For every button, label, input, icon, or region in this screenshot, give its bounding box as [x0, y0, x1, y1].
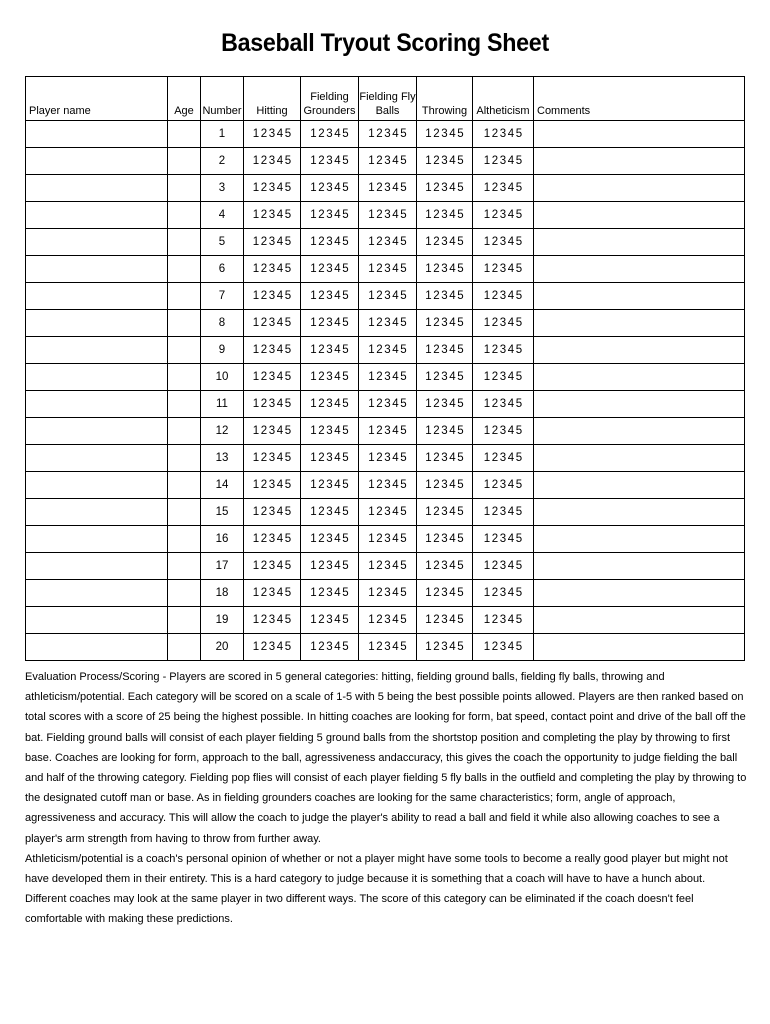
altheticism-score-cell: 12345 — [473, 418, 534, 445]
tryout-scoring-table — [25, 76, 745, 661]
fielding-fly-balls-score-cell: 12345 — [359, 337, 417, 364]
fielding-fly-balls-score-cell: 12345 — [359, 202, 417, 229]
age-cell[interactable] — [168, 553, 201, 580]
age-cell[interactable] — [168, 148, 201, 175]
page-title: Baseball Tryout Scoring Sheet — [221, 29, 549, 57]
fielding-fly-balls-score-cell: 12345 — [359, 526, 417, 553]
throwing-score-cell: 12345 — [417, 202, 473, 229]
number-cell: 10 — [201, 364, 244, 391]
comments-cell[interactable] — [534, 607, 745, 634]
fielding-grounders-score-cell: 12345 — [301, 553, 359, 580]
age-cell[interactable] — [168, 607, 201, 634]
altheticism-score-cell: 12345 — [473, 364, 534, 391]
number-cell: 11 — [201, 391, 244, 418]
altheticism-score-cell: 12345 — [473, 580, 534, 607]
comments-cell[interactable] — [534, 580, 745, 607]
column-header-throwing: Throwing — [417, 77, 473, 121]
player-name-cell[interactable] — [26, 526, 168, 553]
comments-cell[interactable] — [534, 445, 745, 472]
fielding-fly-balls-score-cell: 12345 — [359, 121, 417, 148]
throwing-score-cell: 12345 — [417, 553, 473, 580]
throwing-score-cell: 12345 — [417, 283, 473, 310]
hitting-score-cell: 12345 — [244, 364, 301, 391]
hitting-score-cell: 12345 — [244, 121, 301, 148]
fielding-grounders-score-cell: 12345 — [301, 148, 359, 175]
player-name-cell[interactable] — [26, 634, 168, 661]
altheticism-score-cell: 12345 — [473, 256, 534, 283]
player-name-cell[interactable] — [26, 148, 168, 175]
throwing-score-cell: 12345 — [417, 229, 473, 256]
number-cell: 9 — [201, 337, 244, 364]
altheticism-score-cell: 12345 — [473, 337, 534, 364]
number-cell: 3 — [201, 175, 244, 202]
throwing-score-cell: 12345 — [417, 337, 473, 364]
fielding-fly-balls-score-cell: 12345 — [359, 499, 417, 526]
throwing-score-cell: 12345 — [417, 445, 473, 472]
fielding-grounders-score-cell: 12345 — [301, 391, 359, 418]
altheticism-score-cell: 12345 — [473, 499, 534, 526]
fielding-fly-balls-score-cell: 12345 — [359, 283, 417, 310]
hitting-score-cell: 12345 — [244, 202, 301, 229]
fielding-grounders-score-cell: 12345 — [301, 499, 359, 526]
number-cell: 14 — [201, 472, 244, 499]
comments-cell[interactable] — [534, 472, 745, 499]
fielding-fly-balls-score-cell: 12345 — [359, 148, 417, 175]
throwing-score-cell: 12345 — [417, 634, 473, 661]
throwing-score-cell: 12345 — [417, 526, 473, 553]
fielding-fly-balls-score-cell: 12345 — [359, 445, 417, 472]
hitting-score-cell: 12345 — [244, 580, 301, 607]
throwing-score-cell: 12345 — [417, 418, 473, 445]
fielding-grounders-score-cell: 12345 — [301, 337, 359, 364]
age-cell[interactable] — [168, 499, 201, 526]
table-row — [26, 580, 745, 607]
player-name-cell[interactable] — [26, 283, 168, 310]
table-row — [26, 121, 745, 148]
number-cell: 17 — [201, 553, 244, 580]
number-cell: 12 — [201, 418, 244, 445]
comments-cell[interactable] — [534, 337, 745, 364]
hitting-score-cell: 12345 — [244, 634, 301, 661]
age-cell[interactable] — [168, 202, 201, 229]
player-name-cell[interactable] — [26, 553, 168, 580]
altheticism-score-cell: 12345 — [473, 283, 534, 310]
hitting-score-cell: 12345 — [244, 148, 301, 175]
hitting-score-cell: 12345 — [244, 499, 301, 526]
hitting-score-cell: 12345 — [244, 445, 301, 472]
age-cell[interactable] — [168, 283, 201, 310]
evaluation-notes — [25, 667, 747, 930]
fielding-fly-balls-score-cell: 12345 — [359, 364, 417, 391]
throwing-score-cell: 12345 — [417, 391, 473, 418]
fielding-grounders-score-cell: 12345 — [301, 229, 359, 256]
hitting-score-cell: 12345 — [244, 418, 301, 445]
fielding-fly-balls-score-cell: 12345 — [359, 580, 417, 607]
player-name-cell[interactable] — [26, 121, 168, 148]
age-cell[interactable] — [168, 256, 201, 283]
table-row — [26, 445, 745, 472]
table-row — [26, 553, 745, 580]
table-row — [26, 634, 745, 661]
throwing-score-cell: 12345 — [417, 310, 473, 337]
comments-cell[interactable] — [534, 175, 745, 202]
number-cell: 18 — [201, 580, 244, 607]
fielding-grounders-score-cell: 12345 — [301, 256, 359, 283]
comments-cell[interactable] — [534, 634, 745, 661]
table-row — [26, 283, 745, 310]
altheticism-score-cell: 12345 — [473, 607, 534, 634]
fielding-grounders-score-cell: 12345 — [301, 283, 359, 310]
altheticism-score-cell: 12345 — [473, 121, 534, 148]
altheticism-score-cell: 12345 — [473, 202, 534, 229]
number-cell: 20 — [201, 634, 244, 661]
age-cell[interactable] — [168, 175, 201, 202]
age-cell[interactable] — [168, 445, 201, 472]
column-header-fielding-grounders: Fielding Grounders — [301, 77, 359, 121]
hitting-score-cell: 12345 — [244, 229, 301, 256]
age-cell[interactable] — [168, 121, 201, 148]
age-cell[interactable] — [168, 229, 201, 256]
table-row — [26, 256, 745, 283]
player-name-cell[interactable] — [26, 472, 168, 499]
hitting-score-cell: 12345 — [244, 310, 301, 337]
number-cell: 7 — [201, 283, 244, 310]
throwing-score-cell: 12345 — [417, 499, 473, 526]
table-row — [26, 607, 745, 634]
comments-cell[interactable] — [534, 121, 745, 148]
fielding-grounders-score-cell: 12345 — [301, 472, 359, 499]
player-name-cell[interactable] — [26, 445, 168, 472]
age-cell[interactable] — [168, 526, 201, 553]
fielding-grounders-score-cell: 12345 — [301, 418, 359, 445]
number-cell: 13 — [201, 445, 244, 472]
column-header-age: Age — [168, 77, 201, 121]
comments-cell[interactable] — [534, 499, 745, 526]
comments-cell[interactable] — [534, 553, 745, 580]
number-cell: 15 — [201, 499, 244, 526]
age-cell[interactable] — [168, 472, 201, 499]
hitting-score-cell: 12345 — [244, 553, 301, 580]
number-cell: 4 — [201, 202, 244, 229]
column-header-hitting: Hitting — [244, 77, 301, 121]
fielding-fly-balls-score-cell: 12345 — [359, 256, 417, 283]
throwing-score-cell: 12345 — [417, 607, 473, 634]
altheticism-score-cell: 12345 — [473, 229, 534, 256]
player-name-cell[interactable] — [26, 499, 168, 526]
number-cell: 16 — [201, 526, 244, 553]
table-row — [26, 148, 745, 175]
table-row — [26, 418, 745, 445]
altheticism-score-cell: 12345 — [473, 553, 534, 580]
comments-cell[interactable] — [534, 418, 745, 445]
number-cell: 5 — [201, 229, 244, 256]
age-cell[interactable] — [168, 391, 201, 418]
altheticism-score-cell: 12345 — [473, 148, 534, 175]
table-row — [26, 472, 745, 499]
table-row — [26, 175, 745, 202]
table-row — [26, 229, 745, 256]
fielding-fly-balls-score-cell: 12345 — [359, 310, 417, 337]
age-cell[interactable] — [168, 310, 201, 337]
age-cell[interactable] — [168, 634, 201, 661]
table-row — [26, 526, 745, 553]
player-name-cell[interactable] — [26, 229, 168, 256]
column-header-altheticism: Altheticism — [473, 77, 534, 121]
hitting-score-cell: 12345 — [244, 607, 301, 634]
fielding-grounders-score-cell: 12345 — [301, 202, 359, 229]
throwing-score-cell: 12345 — [417, 121, 473, 148]
age-cell[interactable] — [168, 364, 201, 391]
comments-cell[interactable] — [534, 310, 745, 337]
hitting-score-cell: 12345 — [244, 283, 301, 310]
fielding-grounders-score-cell: 12345 — [301, 580, 359, 607]
fielding-grounders-score-cell: 12345 — [301, 310, 359, 337]
table-row — [26, 337, 745, 364]
throwing-score-cell: 12345 — [417, 580, 473, 607]
comments-cell[interactable] — [534, 391, 745, 418]
hitting-score-cell: 12345 — [244, 256, 301, 283]
age-cell[interactable] — [168, 337, 201, 364]
comments-cell[interactable] — [534, 283, 745, 310]
altheticism-score-cell: 12345 — [473, 175, 534, 202]
column-header-player-name: Player name — [26, 77, 168, 121]
comments-cell[interactable] — [534, 148, 745, 175]
hitting-score-cell: 12345 — [244, 472, 301, 499]
throwing-score-cell: 12345 — [417, 364, 473, 391]
hitting-score-cell: 12345 — [244, 526, 301, 553]
fielding-grounders-score-cell: 12345 — [301, 175, 359, 202]
notes-paragraph-1: Evaluation Process/Scoring - Players are scored in 5 general categories: hitting, fielding ground balls, fielding fly balls, throwing and athleticism/potential. Each category will be scored on a scale of 1-5 with 5 being the best possible points allowed. Players are then ranked based on total scores with a score of 25 being the highest possible. In hitting coaches are looking for form, bat speed, contact point and drive of the ball off the bat. Fielding ground balls will consist of each player fielding 5 ground balls from the shortstop position and completing the play by throwing to first base. Coaches are looking for form, approach to the ball, agressiveness andaccuracy, this gives the coach the opportunity to judge fielding the ball and half of the throwing category. Fielding pop flies will consist of each player fielding 5 fly balls in the outfield and completing the play by throwing to the designated cutoff man or base. As in fielding grounders coaches are looking for the same characteristics; form, angle of approach, agressiveness and accuracy. This will allow the coach to judge the player's ability to read a ball and field it while also allowing coaches to see a player's arm strength from having to throw from further away. — [25, 671, 747, 845]
altheticism-score-cell: 12345 — [473, 634, 534, 661]
comments-cell[interactable] — [534, 526, 745, 553]
column-header-fielding-fly-balls: Fielding Fly Balls — [359, 77, 417, 121]
comments-cell[interactable] — [534, 364, 745, 391]
fielding-fly-balls-score-cell: 12345 — [359, 553, 417, 580]
player-name-cell[interactable] — [26, 607, 168, 634]
fielding-fly-balls-score-cell: 12345 — [359, 175, 417, 202]
age-cell[interactable] — [168, 418, 201, 445]
hitting-score-cell: 12345 — [244, 391, 301, 418]
player-name-cell[interactable] — [26, 391, 168, 418]
player-name-cell[interactable] — [26, 418, 168, 445]
fielding-grounders-score-cell: 12345 — [301, 607, 359, 634]
table-row — [26, 202, 745, 229]
player-name-cell[interactable] — [26, 337, 168, 364]
fielding-fly-balls-score-cell: 12345 — [359, 607, 417, 634]
fielding-fly-balls-score-cell: 12345 — [359, 391, 417, 418]
number-cell: 2 — [201, 148, 244, 175]
fielding-grounders-score-cell: 12345 — [301, 445, 359, 472]
table-row — [26, 364, 745, 391]
altheticism-score-cell: 12345 — [473, 391, 534, 418]
fielding-fly-balls-score-cell: 12345 — [359, 418, 417, 445]
throwing-score-cell: 12345 — [417, 148, 473, 175]
player-name-cell[interactable] — [26, 364, 168, 391]
comments-cell[interactable] — [534, 202, 745, 229]
hitting-score-cell: 12345 — [244, 175, 301, 202]
table-row — [26, 391, 745, 418]
throwing-score-cell: 12345 — [417, 472, 473, 499]
number-cell: 6 — [201, 256, 244, 283]
altheticism-score-cell: 12345 — [473, 526, 534, 553]
column-header-number: Number — [201, 77, 244, 121]
table-row — [26, 310, 745, 337]
player-name-cell[interactable] — [26, 202, 168, 229]
number-cell: 8 — [201, 310, 244, 337]
table-row — [26, 499, 745, 526]
altheticism-score-cell: 12345 — [473, 445, 534, 472]
player-name-cell[interactable] — [26, 580, 168, 607]
fielding-fly-balls-score-cell: 12345 — [359, 634, 417, 661]
notes-paragraph-2: Athleticism/potential is a coach's personal opinion of whether or not a player might have some tools to become a really good player but might not have developed them in their entirety. This is a hard category to judge because it is something that a coach will have to have a hunch about. Different coaches may look at the same player in two different ways. The score of this category can be eliminated if the coach doesn't feel comfortable with making these predictions. — [25, 852, 728, 926]
player-name-cell[interactable] — [26, 175, 168, 202]
player-name-cell[interactable] — [26, 256, 168, 283]
fielding-fly-balls-score-cell: 12345 — [359, 229, 417, 256]
hitting-score-cell: 12345 — [244, 337, 301, 364]
table-header — [26, 77, 745, 121]
fielding-grounders-score-cell: 12345 — [301, 121, 359, 148]
throwing-score-cell: 12345 — [417, 175, 473, 202]
column-header-comments: Comments — [534, 77, 745, 121]
throwing-score-cell: 12345 — [417, 256, 473, 283]
comments-cell[interactable] — [534, 229, 745, 256]
header-row — [26, 77, 745, 121]
scoring-table-container — [25, 76, 744, 661]
number-cell: 1 — [201, 121, 244, 148]
age-cell[interactable] — [168, 580, 201, 607]
fielding-grounders-score-cell: 12345 — [301, 526, 359, 553]
fielding-fly-balls-score-cell: 12345 — [359, 472, 417, 499]
altheticism-score-cell: 12345 — [473, 310, 534, 337]
player-name-cell[interactable] — [26, 310, 168, 337]
number-cell: 19 — [201, 607, 244, 634]
fielding-grounders-score-cell: 12345 — [301, 634, 359, 661]
comments-cell[interactable] — [534, 256, 745, 283]
fielding-grounders-score-cell: 12345 — [301, 364, 359, 391]
altheticism-score-cell: 12345 — [473, 472, 534, 499]
table-body — [26, 121, 745, 661]
